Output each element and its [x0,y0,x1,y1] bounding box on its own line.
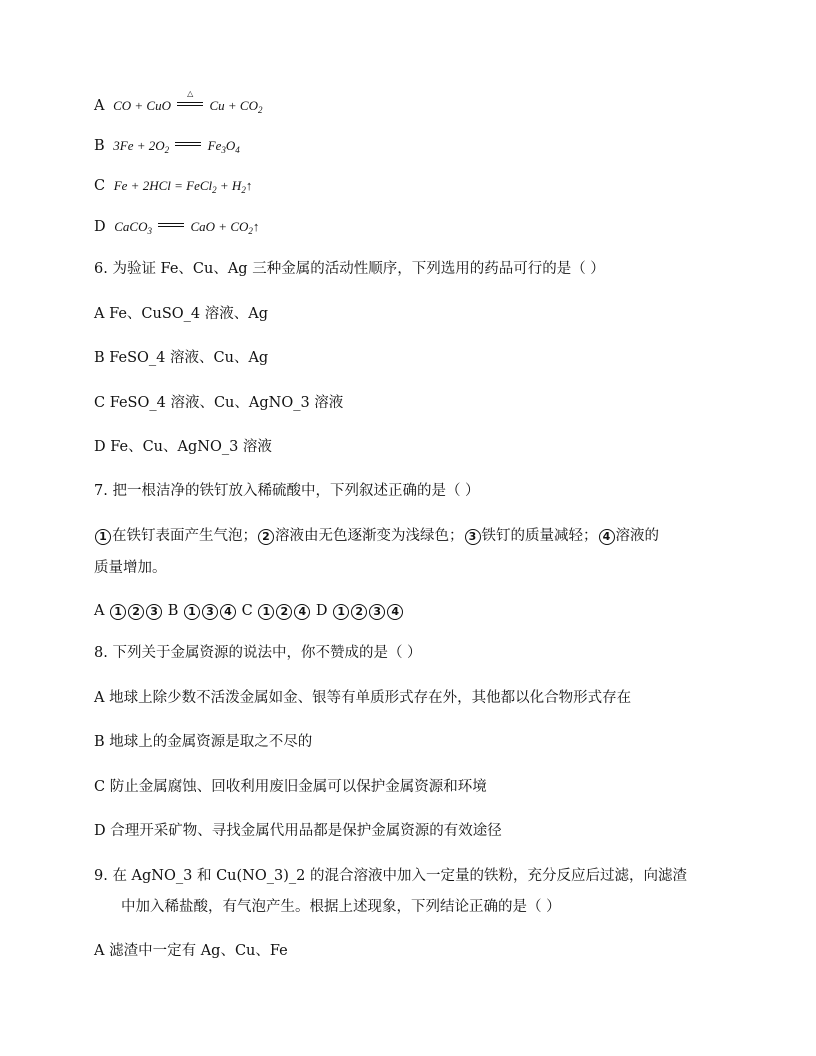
q6-stem: 6. 为验证 Fe、Cu、Ag 三种金属的活动性顺序，下列选用的药品可行的是（ ） [94,261,605,277]
equation: CaCO$_3$ CaO + $CO_2↑$ [114,219,260,236]
q8-option-d: D 合理开采矿物、寻找金属代用品都是保护金属资源的有效途径 [94,823,502,839]
equation: Fe + 2HCl = FeCl$_2$ + $H_2↑$ [113,178,253,195]
circled-number: 3 [202,604,218,620]
q9-stem-line2: 中加入稀盐酸，有气泡产生。根据上述现象，下列结论正确的是（ ） [121,899,561,915]
option-letter: A [94,98,105,114]
q8-option-c: C 防止金属腐蚀、回收利用废旧金属可以保护金属资源和环境 [94,779,487,795]
q7-options: A 1 2 3 B 1 3 4 C 1 2 4 D 1 2 3 4 [94,601,404,621]
option-letter: B [94,138,105,154]
circled-number: 1 [110,604,126,620]
q6-option-b: B FeSO_4 溶液、Cu、Ag [94,350,269,366]
equation: $3Fe + 2O_2$ $Fe_3O_4$ [113,138,240,155]
circled-number: 3 [369,604,385,620]
q8-option-b: B 地球上的金属资源是取之不尽的 [94,734,313,750]
q8-stem: 8. 下列关于金属资源的说法中，你不赞成的是（ ） [94,645,422,661]
equation: CO + CuO △ $Cu + CO_2$ [113,89,263,115]
circled-number: 2 [258,529,274,545]
circled-number: 3 [146,604,162,620]
circled-number: 1 [95,529,111,545]
q9-option-a: A 滤渣中一定有 Ag、Cu、Fe [94,943,288,959]
circled-number: 4 [294,604,310,620]
q6-option-c: C FeSO_4 溶液、Cu、AgNO_3 溶液 [94,395,344,411]
q7-statements: 1 在铁钉表面产生气泡； 2 溶液由无色逐渐变为浅绿色； 3 铁钉的质量减轻； 4 溶液的 [94,526,659,546]
circled-number: 2 [276,604,292,620]
circled-number: 1 [333,604,349,620]
q6-option-a: A Fe、CuSO_4 溶液、Ag [94,306,269,322]
circled-number: 4 [599,529,615,545]
q5-option-a [94,89,263,120]
reaction-sign: △ [177,99,203,109]
q9-stem-line1: 9. 在 AgNO_3 和 Cu(NO_3)_2 的混合溶液中加入一定量的铁粉，充分反应后过滤，向滤渣 [94,868,687,884]
reaction-sign [175,139,201,149]
option-letter: C [94,178,106,194]
q8-option-a: A 地球上除少数不活泼金属如金、银等有单质形式存在外，其他都以化合物形式存在 [94,690,632,706]
circled-number: 1 [184,604,200,620]
circled-number: 4 [220,604,236,620]
reaction-sign [158,220,184,230]
q5-option-b [94,136,240,160]
circled-number: 2 [128,604,144,620]
q7-stem: 7. 把一根洁净的铁钉放入稀硫酸中，下列叙述正确的是（ ） [94,483,480,499]
q5-option-c [94,176,252,200]
q6-option-d: D Fe、Cu、AgNO_3 溶液 [94,439,272,455]
option-letter: D [94,219,106,235]
circled-number: 1 [258,604,274,620]
circled-number: 2 [351,604,367,620]
q5-option-d [94,217,259,241]
q7-statements-cont: 质量增加。 [94,560,167,576]
circled-number: 4 [387,604,403,620]
circled-number: 3 [465,529,481,545]
